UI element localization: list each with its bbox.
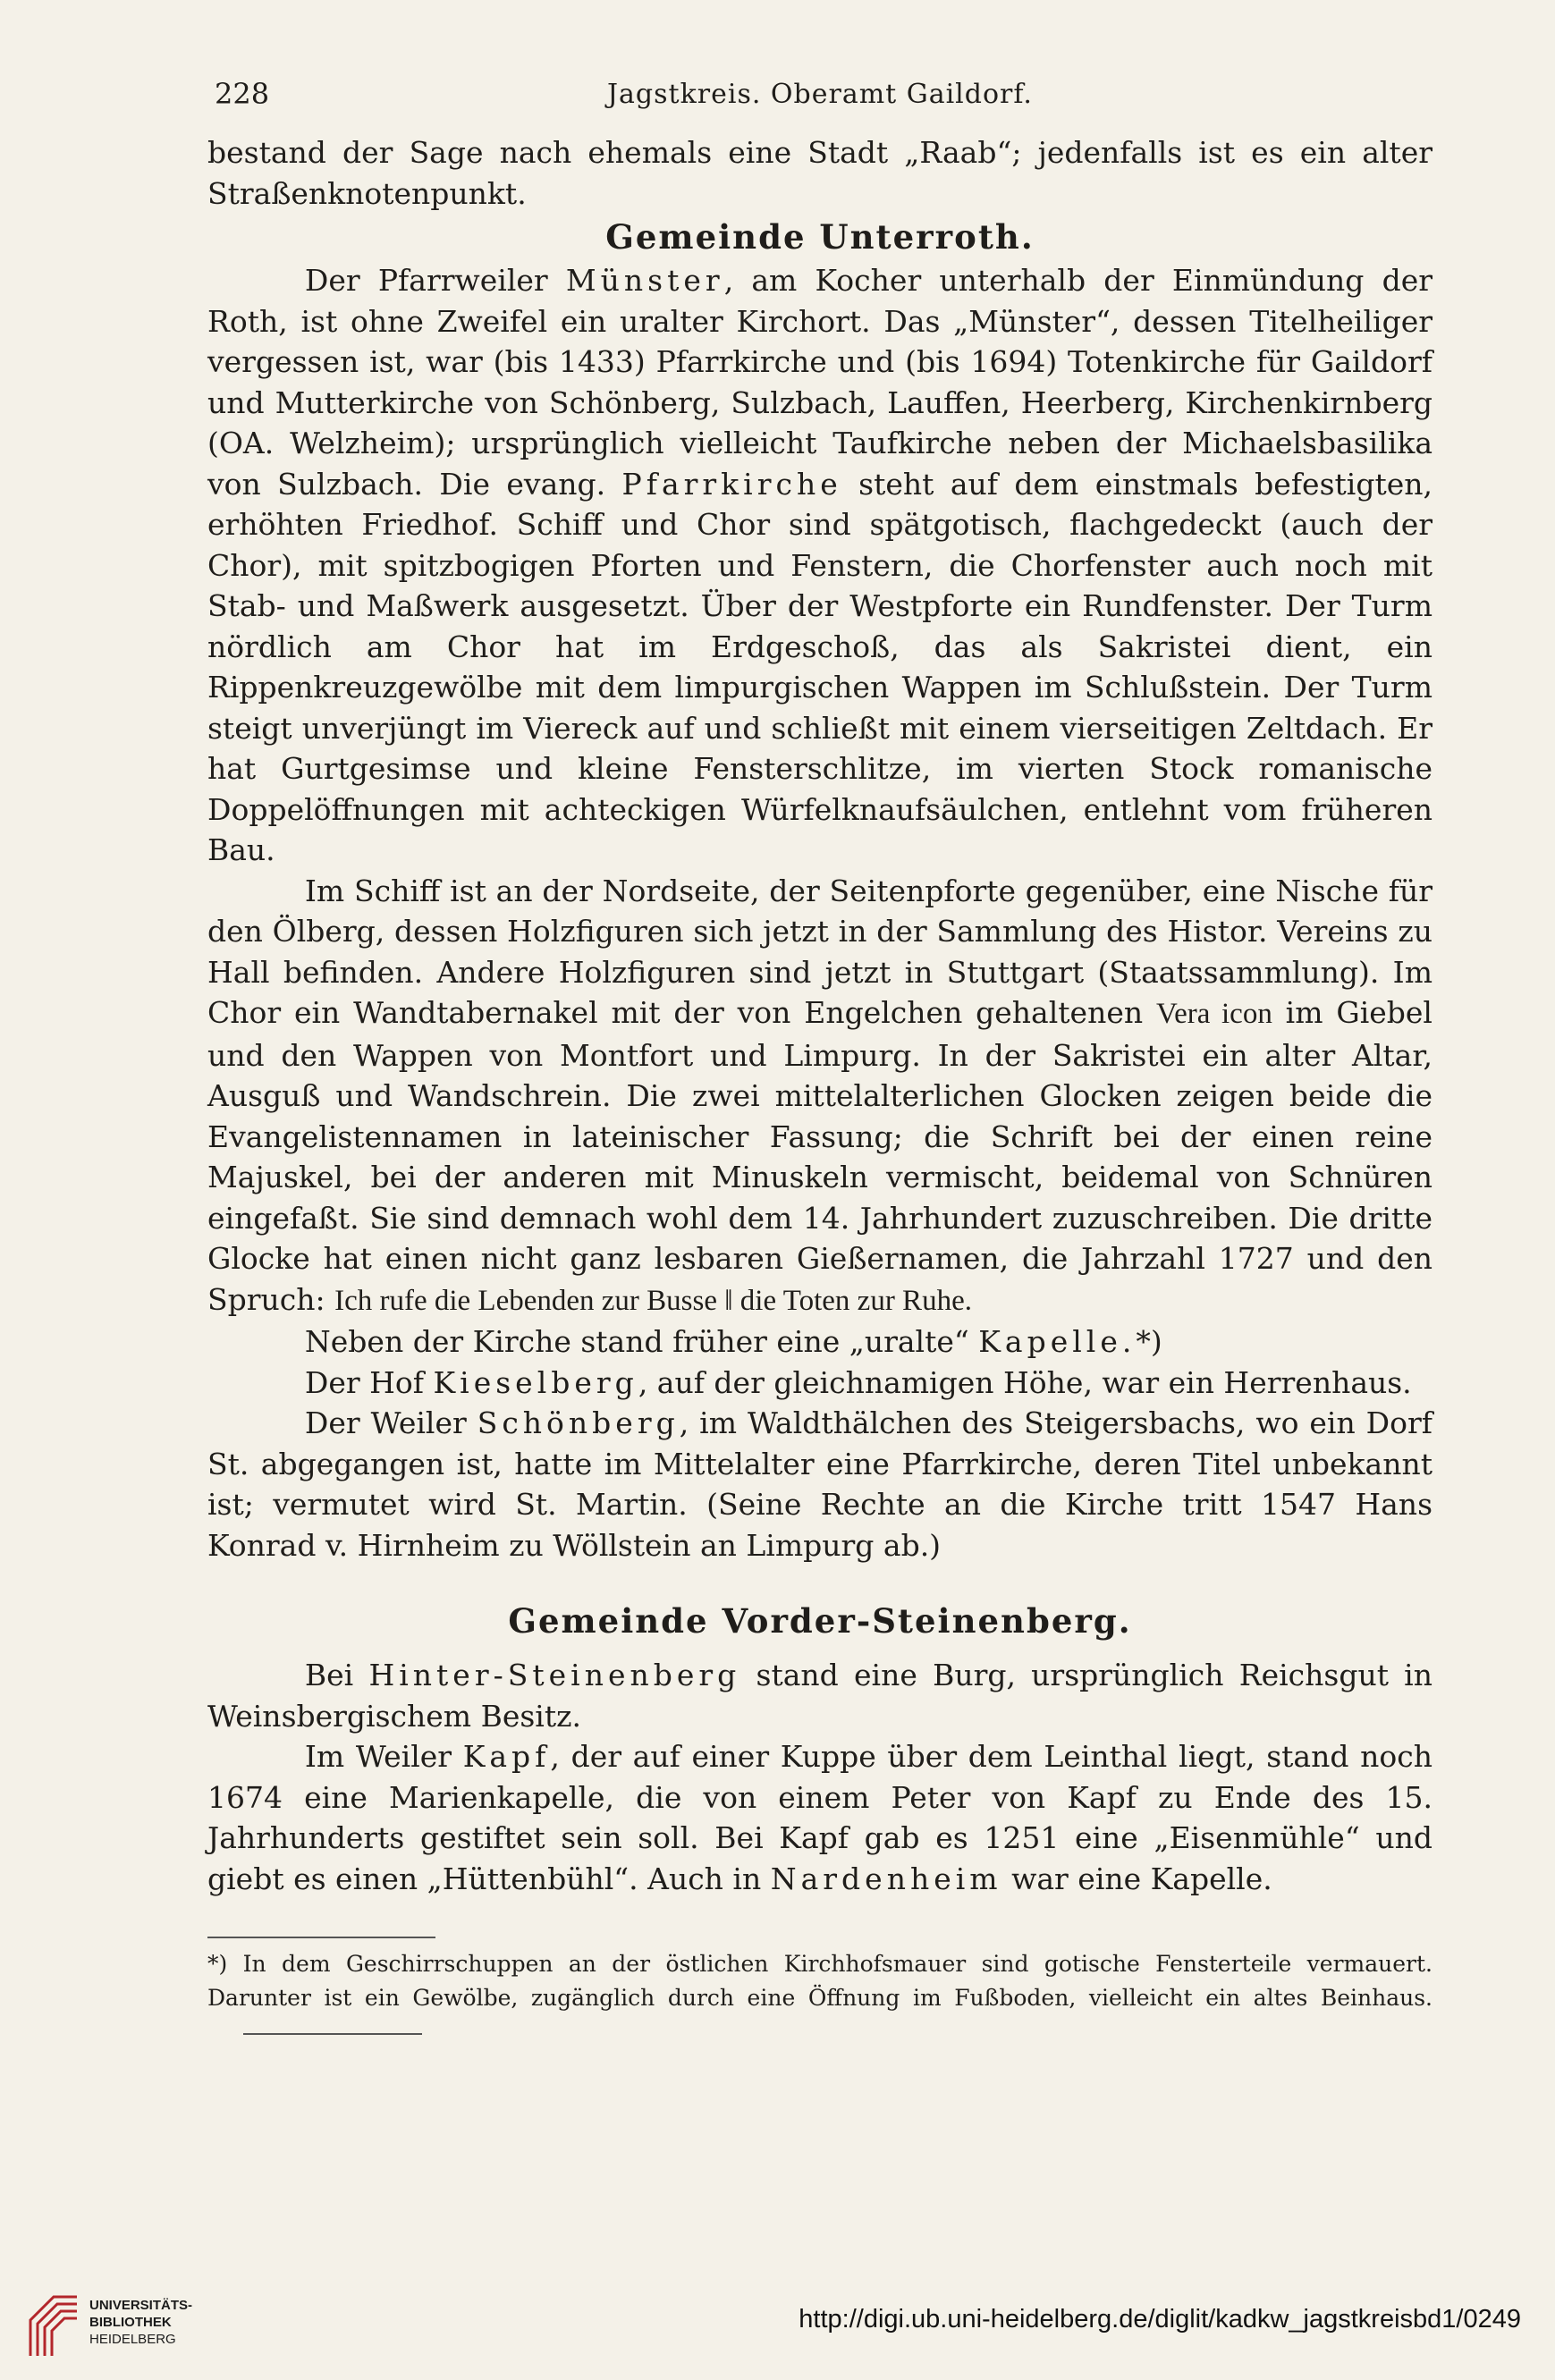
paragraph-schiff [207,871,1432,1322]
text-run: Im Schiff ist an der Nordseite, der Seitenpforte gegenüber, eine Nische für den Ölberg, dessen Holzfiguren sich jetzt in der Sammlung des Histor. Vereins zu Hall befinden. Andere Holzfiguren sind jetzt in Stuttgart (Staatssammlung). Im Chor ein Wandtabernakel mit der von Engelchen gehaltenen [207,873,1432,1030]
place-name-muenster: Münster [565,263,724,298]
text-run: stand eine Burg, ursprünglich Reichsgut in Weinsbergischem Besitz. [207,1658,1432,1734]
place-name-hinter-steinenberg: Hinter-Steinenberg [368,1658,741,1692]
footnote-end-rule [243,2033,422,2035]
paragraph-kieselberg [207,1363,1432,1404]
running-head: Jagstkreis. Oberamt Gaildorf. [607,79,1033,110]
text-run: , der auf einer Kuppe über dem Leinthal liegt, stand noch 1674 eine Marienkapelle, die von einem Peter von Kapf zu Ende des 15. Jahrhunderts gestiftet sein soll. Bei Kapf gab es 1251 eine „Eisenmühle“ und giebt es einen „Hüttenbühl“. Auch in [207,1739,1432,1896]
page-header [207,77,1432,122]
bell-inscription: Ich rufe die Lebenden zur Busse ‖ die Toten zur Ruhe. [334,1284,972,1317]
text-run: Im Weiler [304,1739,463,1774]
library-line-3: HEIDELBERG [89,2332,176,2347]
paragraph-hinter-steinenberg [207,1655,1432,1736]
text-run: Neben der Kirche stand früher eine „uralte“ [304,1324,979,1359]
section-heading-unterroth: Gemeinde Unterroth. [605,217,1035,257]
paragraph-muenster [207,260,1432,871]
place-name-nardenheim: Nardenheim [770,1861,1002,1896]
text-run: Der Pfarrweiler [304,263,566,298]
text-run: steht auf dem einstmals befestigten, erhöhten Friedhof. Schiff und Chor sind spätgotisch, flachgedeckt (auch der Chor), mit spitzbogigen Pforten und Fenstern, die Chorfenster auch noch mit Stab- und Maßwerk ausgesetzt. Über der Westpforte ein Rundfenster. Der Turm nördlich am Chor hat im Erdgeschoß, das als Sakristei dient, ein Rippenkreuzgewölbe mit dem limpurgischen Wappen im Schlußstein. Der Turm steigt unverjüngt im Viereck auf und schließt mit einem vierseitigen Zeltdach. Er hat Gurtgesimse und kleine Fensterschlitze, im vierten Stock romanische Doppelöffnungen mit achteckigen Würfelknaufsäulchen, entlehnt vom früheren Bau. [207,466,1432,867]
text-run: , auf der gleichnamigen Höhe, war ein Herrenhaus. [638,1364,1412,1400]
section-heading-vorder-steinenberg: Gemeinde Vorder-Steinenberg. [508,1601,1132,1641]
text-run: Der Hof [304,1364,434,1400]
place-name-kieselberg: Kieselberg [433,1364,638,1400]
library-line-1: UNIVERSITÄTS- [89,2298,193,2313]
library-emblem-icon [27,2293,79,2358]
footnote [207,1947,1432,2049]
text-run: , im Waldthälchen des Steigersbachs, wo ein Dorf St. abgegangen ist, hatte im Mittelalter eine Pfarrkirche, deren Titel unbekannt ist; vermutet wird St. Martin. (Seine Rechte an die Kirche tritt 1547 Hans Konrad v. Hirnheim zu Wöllstein an Limpurg ab.) [207,1405,1432,1563]
footnote-divider [207,1937,435,1938]
library-logo [27,2293,385,2365]
text-run: Der Weiler [304,1405,477,1440]
paragraph-kapelle [207,1321,1432,1363]
body-text [207,132,1432,1899]
footnote-text: *) In dem Geschirrschuppen an der östlichen Kirchhofsmauer sind gotische Fensterteile vermauert. Darunter ist ein Gewölbe, zugänglich durch eine Öffnung im Fußboden, vielleicht ein altes Beinhaus. [207,1951,1432,2011]
term-pfarrkirche: Pfarrkirche [621,466,842,502]
term-kapelle: Kapelle. [978,1324,1137,1359]
text-run: im Giebel und den Wappen von Montfort und Limpurg. In der Sakristei ein alter Altar, Ausguß und Wandschrein. Die zwei mittelalterlichen Glocken zeigen beide die Evangelistennamen in lateinischer Fassung; die Schrift bei der einen reine Majuskel, bei der anderen mit Minuskeln vermischt, beidemal von Schnüren eingefaßt. Sie sind demnach wohl dem 14. Jahrhundert zuzuschreiben. Die dritte Glocke hat einen nicht ganz lesbaren Gießernamen, die Jahrzahl 1727 und den Spruch: [207,995,1432,1317]
library-line-2: BIBLIOTHEK [89,2315,172,2330]
paragraph-schoenberg [207,1403,1432,1566]
source-url-link[interactable]: http://digi.ub.uni-heidelberg.de/diglit/kadkw_jagstkreisbd1/0249 [799,2305,1521,2334]
place-name-schoenberg: Schönberg [477,1405,680,1440]
paragraph-kapf [207,1736,1432,1899]
text-run: war eine Kapelle. [1001,1861,1272,1896]
intro-paragraph: bestand der Sage nach ehemals eine Stadt „Raab“; jedenfalls ist es ein alter Straßenknotenpunkt. [207,135,1432,211]
library-name [89,2297,192,2348]
text-run: Bei [304,1658,369,1692]
page-number: 228 [215,77,270,111]
place-name-kapf: Kapf [462,1739,551,1774]
latin-term-vera-icon: Vera icon [1155,998,1272,1030]
footnote-marker: *) [1136,1324,1162,1359]
text-run: , am Kocher unterhalb der Einmündung der Roth, ist ohne Zweifel ein uralter Kirchort. Das „Münster“, dessen Titelheiliger vergessen ist, war (bis 1433) Pfarrkirche und (bis 1694) Totenkirche für Gaildorf und Mutterkirche von Schönberg, Sulzbach, Lauffen, Heerberg, Kirchenkirnberg (OA. Welzheim); ursprünglich vielleicht Taufkirche neben der Michaelsbasilika von Sulzbach. Die evang. [207,263,1432,502]
